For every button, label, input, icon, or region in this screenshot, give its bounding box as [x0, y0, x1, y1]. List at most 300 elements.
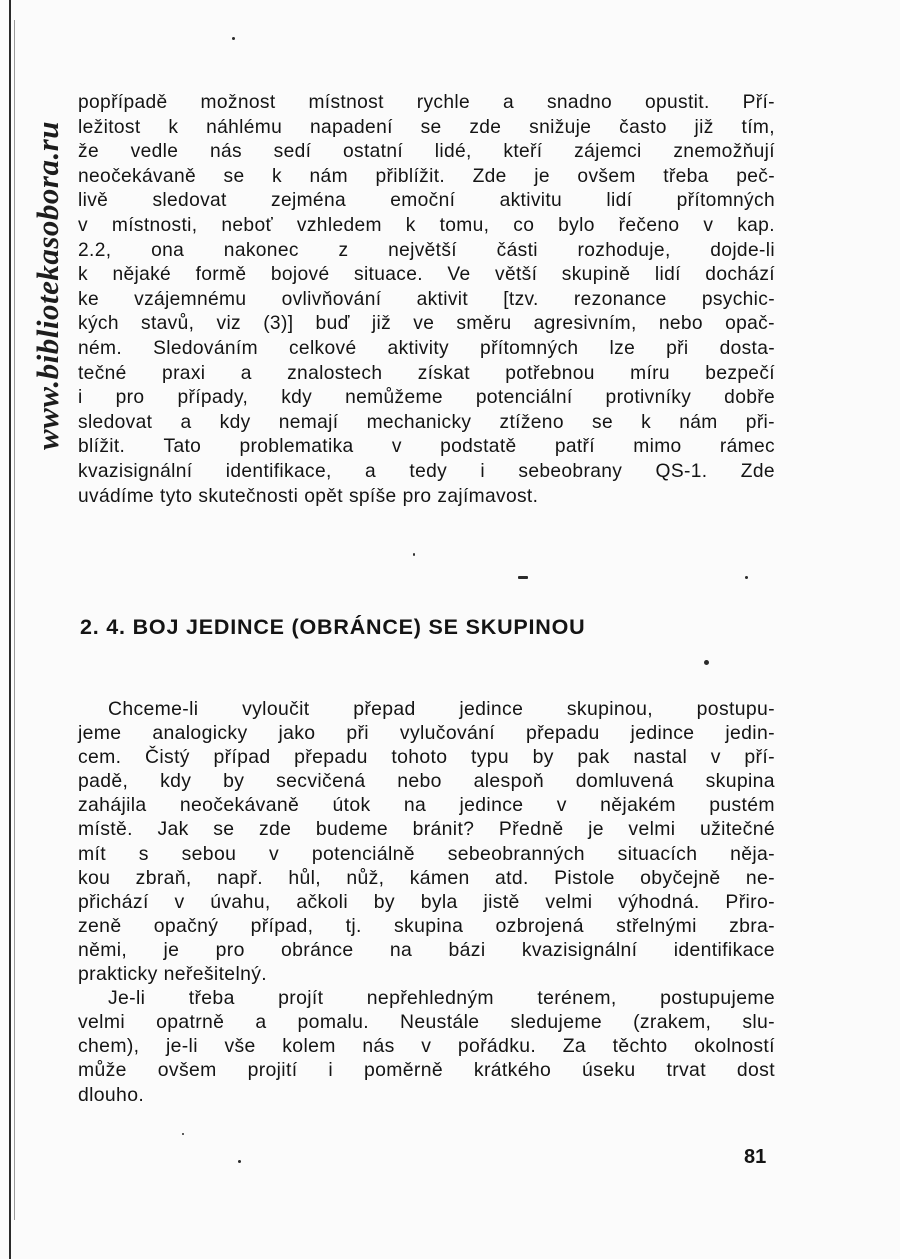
word: pro — [402, 485, 432, 507]
word: ona — [151, 239, 185, 261]
text-line — [78, 140, 775, 165]
text-line — [78, 866, 775, 890]
word: ostatní — [343, 141, 404, 163]
word: sebou — [181, 842, 237, 865]
word: dojde-li — [710, 239, 775, 261]
word: nám — [309, 165, 348, 187]
scan-speck — [745, 576, 748, 579]
watermark — [22, 20, 65, 460]
text-line — [78, 769, 775, 793]
word: pro — [115, 387, 145, 409]
word: přepadu — [294, 746, 368, 769]
text-line — [78, 1058, 775, 1082]
scan-edge-line — [9, 0, 11, 1259]
word: bylo — [558, 214, 595, 236]
word: Předně — [498, 818, 564, 841]
word: dobře — [724, 387, 775, 409]
word: byla — [420, 890, 458, 913]
text-line — [78, 435, 775, 460]
word: něja- — [730, 842, 775, 865]
word: protivníky — [605, 387, 692, 409]
word: blížit. — [78, 436, 126, 458]
word: ležitost — [78, 116, 141, 138]
word: rezonance — [573, 288, 667, 310]
word: případy, — [177, 387, 249, 409]
word: dosta- — [719, 337, 775, 359]
word: z — [338, 239, 349, 261]
word: aktivit — [416, 288, 469, 310]
word: neočekávaně — [78, 165, 197, 187]
word: a — [365, 460, 377, 482]
word: ovlivňování — [281, 288, 382, 310]
word: je — [534, 165, 550, 187]
word: řečeno — [618, 214, 680, 236]
word: identifikace — [673, 938, 775, 961]
scan-speck — [518, 576, 528, 579]
word: tím, — [741, 116, 775, 138]
word: patří — [554, 436, 595, 458]
word: tedy — [409, 460, 448, 482]
word: lidí — [654, 264, 681, 286]
word: vzhledem — [296, 214, 382, 236]
word: opačný — [153, 914, 219, 937]
word: pustém — [709, 794, 775, 817]
word: že — [78, 141, 99, 163]
word: peč- — [736, 165, 775, 187]
word: pří- — [744, 746, 775, 769]
word: kdy — [219, 411, 251, 433]
word: Neustále — [400, 1011, 480, 1034]
word: je-li — [165, 1035, 198, 1058]
word: třeba — [663, 165, 709, 187]
word: místnost — [308, 92, 384, 113]
word: trvat — [666, 1059, 706, 1082]
word: na — [389, 938, 413, 961]
word: ke — [78, 288, 99, 310]
word: útok — [332, 794, 371, 817]
word: úseku — [582, 1059, 636, 1082]
word: nůž, — [346, 866, 385, 889]
word: ve — [413, 313, 435, 335]
word: náhlému — [206, 116, 283, 138]
word: livě — [78, 190, 109, 212]
word: ovšem — [157, 1059, 217, 1082]
word: při- — [745, 411, 775, 433]
word: kých — [78, 313, 119, 335]
text-line — [78, 721, 775, 745]
word: směru — [456, 313, 512, 335]
word: Zde — [740, 460, 775, 482]
word: užitečné — [699, 818, 775, 841]
word: nastal — [633, 746, 688, 769]
word: skupina — [394, 914, 464, 937]
word: se — [213, 818, 235, 841]
section-heading: 2. 4. BOJ JEDINCE (OBRÁNCE) SE SKUPINOU — [80, 615, 586, 639]
word: a — [180, 411, 192, 433]
text-line — [78, 263, 775, 288]
word: tomu, — [439, 214, 490, 236]
word: přiblížit. — [375, 165, 446, 187]
text-line — [78, 1010, 775, 1034]
word: kvazisignální — [521, 938, 638, 961]
text-line — [78, 986, 775, 1010]
word: kámen — [409, 866, 470, 889]
word: se — [592, 411, 613, 433]
word: lidé, — [434, 141, 472, 163]
word: postupujeme — [660, 987, 775, 1010]
word: sedí — [273, 141, 312, 163]
word: nemají — [278, 411, 339, 433]
word: mechanicky — [366, 411, 472, 433]
word: projít — [278, 987, 324, 1010]
word: buď — [315, 313, 350, 335]
word: přítomných — [676, 190, 775, 212]
word: Čistý — [145, 746, 190, 769]
word: postupu- — [696, 698, 775, 720]
word: může — [78, 1059, 127, 1082]
word: Chceme-li — [108, 698, 199, 720]
scan-speck — [232, 37, 235, 40]
word: získat — [417, 362, 470, 384]
word: obyčejně — [640, 866, 721, 889]
word: emoční — [390, 190, 456, 212]
word: celkové — [288, 337, 357, 359]
word: skupinou, — [566, 698, 654, 720]
text-line — [78, 485, 775, 510]
text-line — [78, 288, 775, 313]
word: třeba — [188, 987, 235, 1010]
word: projití — [247, 1059, 298, 1082]
word: největší — [388, 239, 457, 261]
word: nepřehledným — [366, 987, 494, 1010]
word: sledovat — [152, 190, 227, 212]
word: Sledováním — [153, 337, 258, 359]
word: možnost — [200, 92, 276, 113]
word: s — [138, 842, 149, 865]
word: zejména — [271, 190, 346, 212]
word: v — [174, 890, 185, 913]
word: v — [269, 842, 280, 865]
word: vše — [224, 1035, 256, 1058]
word: jistě — [483, 890, 520, 913]
word: úvahu, — [210, 890, 271, 913]
word: Přiro- — [725, 890, 775, 913]
word: nějaké — [112, 264, 172, 286]
text-line — [78, 411, 775, 436]
word: větší — [495, 264, 538, 286]
word: opatrně — [156, 1011, 225, 1034]
word: těchto — [612, 1035, 668, 1058]
word: jako — [278, 722, 316, 745]
scan-speck — [182, 1133, 184, 1135]
word: k — [641, 411, 652, 433]
text-line — [78, 362, 775, 387]
word: tečné — [78, 362, 127, 384]
word: opět — [304, 485, 343, 507]
word: k — [272, 165, 282, 187]
word: se — [223, 165, 245, 187]
word: skupina — [705, 770, 775, 793]
word: stavů, — [141, 313, 195, 335]
word: zbraň, — [135, 866, 192, 889]
word: kvazisignální — [78, 460, 193, 482]
text-line — [78, 386, 775, 411]
word: Tato — [163, 436, 202, 458]
word: i — [328, 1059, 334, 1082]
word: bojové — [270, 264, 330, 286]
word: kteří — [503, 141, 543, 163]
word: velmi — [628, 818, 676, 841]
word: (zrakem, — [633, 1011, 712, 1034]
word: kolem — [282, 1035, 336, 1058]
word: Jak — [157, 818, 189, 841]
word: je — [163, 938, 180, 961]
word: k — [405, 214, 416, 236]
word: často — [619, 116, 667, 138]
word: míru — [630, 362, 670, 384]
word: mimo — [633, 436, 682, 458]
word: pořádku. — [457, 1035, 537, 1058]
word: při — [666, 337, 689, 359]
word: lidí — [606, 190, 633, 212]
word: zahájila — [78, 794, 147, 817]
word: zde — [469, 116, 502, 138]
word: jedince — [459, 794, 524, 817]
word: potřebnou — [505, 362, 595, 384]
text-line — [78, 962, 775, 986]
word: zeně — [78, 914, 122, 937]
word: velmi — [78, 1011, 125, 1034]
word: sledovat — [78, 411, 153, 433]
word: případ — [213, 746, 271, 769]
word: na — [403, 794, 427, 817]
word: pak — [577, 746, 610, 769]
watermark-text: www.bibliotekasobora.ru — [30, 120, 65, 450]
word: v — [78, 214, 88, 236]
word: kou — [78, 866, 111, 889]
word: přítomných — [480, 337, 579, 359]
word: i — [78, 387, 83, 409]
text-line — [78, 1034, 775, 1058]
word: viz — [216, 313, 242, 335]
text-line — [78, 91, 775, 116]
scan-edge-line-thin — [14, 20, 15, 1220]
word: aktivitu — [499, 190, 563, 212]
word: němi, — [78, 938, 128, 961]
word: terénem, — [537, 987, 617, 1010]
word: bezpečí — [705, 362, 775, 384]
word: alespoň — [473, 770, 544, 793]
text-line — [78, 697, 775, 721]
scan-speck — [238, 1160, 241, 1163]
text-line — [78, 460, 775, 485]
text-line — [78, 890, 775, 914]
word: k — [78, 264, 88, 286]
word: by — [532, 746, 554, 769]
word: by — [373, 890, 395, 913]
word: jedince — [630, 722, 695, 745]
word: snižuje — [529, 116, 592, 138]
word: vylučování — [399, 722, 496, 745]
word: přepad — [353, 698, 416, 720]
word: dlouho. — [78, 1083, 145, 1106]
word: analogicky — [152, 722, 248, 745]
word: bázi — [448, 938, 486, 961]
word: lze — [609, 337, 636, 359]
text-line — [78, 938, 775, 962]
word: tj. — [345, 914, 362, 937]
text-line — [78, 337, 775, 362]
text-line — [78, 745, 775, 769]
word: i — [480, 460, 486, 482]
word: krátkého — [473, 1059, 552, 1082]
text-line — [78, 793, 775, 817]
word: zajímavost. — [437, 485, 539, 507]
word: velmi — [545, 890, 593, 913]
word: opač- — [725, 313, 775, 335]
word: Za — [562, 1035, 587, 1058]
word: k — [168, 116, 179, 138]
word: 2.2, — [78, 239, 112, 261]
word: neboť — [221, 214, 274, 236]
word: psychic- — [701, 288, 775, 310]
word: opustit. — [644, 92, 710, 113]
word: podstatě — [440, 436, 517, 458]
word: případ, — [250, 914, 314, 937]
word: v — [710, 746, 721, 769]
word: QS-1. — [655, 460, 708, 482]
word: ztíženo — [499, 411, 564, 433]
word: chem), — [78, 1035, 140, 1058]
word: např. — [217, 866, 263, 889]
text-line — [78, 817, 775, 841]
word: jedin- — [725, 722, 775, 745]
word: aktivity — [387, 337, 449, 359]
word: přichází — [78, 890, 149, 913]
word: potenciálně — [311, 842, 415, 865]
word: bránit? — [412, 818, 475, 841]
word: Zde — [472, 165, 507, 187]
word: napadení — [309, 116, 393, 138]
word: by — [223, 770, 245, 793]
paragraph-2 — [78, 697, 775, 1107]
word: ne- — [745, 866, 775, 889]
word: již — [694, 116, 714, 138]
word: znalostech — [287, 362, 383, 384]
word: [tzv. — [503, 288, 539, 310]
word: výhodná. — [618, 890, 700, 913]
word: padě, — [78, 770, 129, 793]
paragraph-1 — [78, 91, 775, 509]
text-line — [78, 214, 775, 239]
scan-speck — [704, 660, 709, 665]
word: skutečnosti — [198, 485, 299, 507]
word: prakticky — [78, 963, 158, 986]
text-line — [78, 914, 775, 938]
word: znemožňují — [673, 141, 775, 163]
word: obránce — [281, 938, 354, 961]
word: skupině — [561, 264, 631, 286]
word: pro — [215, 938, 245, 961]
word: (3)] — [263, 313, 294, 335]
word: rychle — [416, 92, 471, 113]
word: potenciální — [475, 387, 573, 409]
text-line — [78, 1083, 775, 1107]
word: uvádíme — [78, 485, 155, 507]
word: nějakém — [600, 794, 676, 817]
word: slu- — [742, 1011, 775, 1034]
word: sebeobranných — [447, 842, 585, 865]
word: mít — [78, 842, 106, 865]
word: secvičená — [276, 770, 366, 793]
word: Je-li — [108, 987, 146, 1010]
word: již — [371, 313, 392, 335]
word: ozbrojená — [495, 914, 584, 937]
word: zájemci — [574, 141, 642, 163]
word: nebo — [658, 313, 703, 335]
word: poměrně — [364, 1059, 443, 1082]
word: kdy — [160, 770, 192, 793]
word: střelnými — [616, 914, 697, 937]
word: co — [513, 214, 535, 236]
word: identifikace, — [225, 460, 332, 482]
word: agresivním, — [533, 313, 637, 335]
word: kdy — [281, 387, 313, 409]
word: v — [556, 794, 567, 817]
word: se — [420, 116, 442, 138]
word: rámec — [719, 436, 775, 458]
word: dost — [736, 1059, 775, 1082]
word: nemůžeme — [345, 387, 443, 409]
word: spíše — [348, 485, 397, 507]
word: vyloučit — [242, 698, 310, 720]
word: a — [255, 1011, 267, 1034]
word: sebeobrany — [518, 460, 623, 482]
word: nám — [679, 411, 718, 433]
word: Pří- — [742, 92, 775, 113]
scan-speck — [413, 553, 415, 556]
word: přepadu — [525, 722, 600, 745]
word: praxi — [162, 362, 206, 384]
word: místě. — [78, 818, 133, 841]
word: místnosti, — [111, 214, 198, 236]
word: hůl, — [288, 866, 321, 889]
word: vzájemnému — [134, 288, 247, 310]
word: při — [346, 722, 369, 745]
word: situace. — [354, 264, 423, 286]
word: a — [502, 92, 514, 113]
word: dochází — [705, 264, 775, 286]
word: nás — [209, 141, 242, 163]
word: části — [496, 239, 538, 261]
word: jedince — [459, 698, 524, 720]
word: Ve — [447, 264, 471, 286]
word: budeme — [315, 818, 389, 841]
text-line — [78, 842, 775, 866]
word: v — [703, 214, 714, 236]
word: cem. — [78, 746, 122, 769]
word: ovšem — [577, 165, 636, 187]
word: domluvená — [575, 770, 674, 793]
word: kap. — [737, 214, 775, 236]
word: atd. — [495, 866, 529, 889]
text-line — [78, 165, 775, 190]
word: a — [240, 362, 252, 384]
word: ném. — [78, 337, 123, 359]
text-line — [78, 116, 775, 141]
word: problematika — [239, 436, 354, 458]
word: typu — [470, 746, 510, 769]
